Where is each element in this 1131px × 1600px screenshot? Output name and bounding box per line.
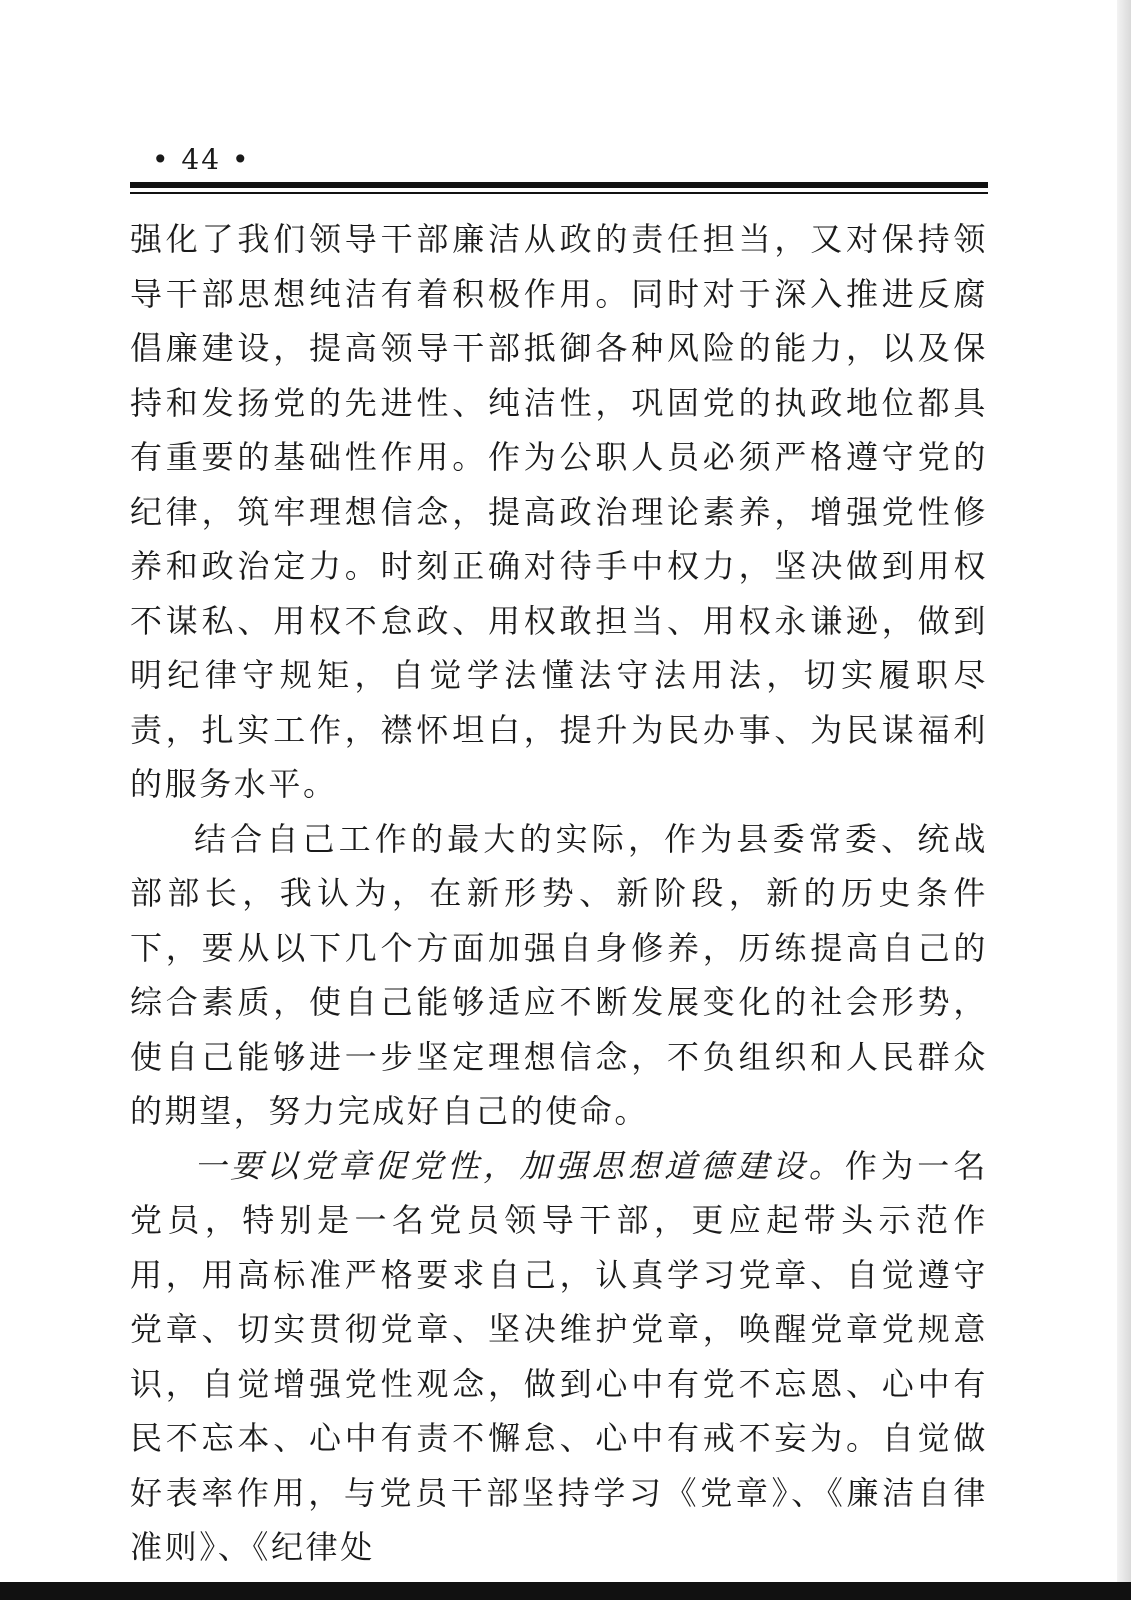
- header-rule-thick: [130, 182, 988, 188]
- page-number: • 44 •: [152, 143, 251, 176]
- paragraph-3: [130, 1139, 988, 1575]
- header-rule-thin: [130, 192, 988, 194]
- paragraph-1: [130, 212, 988, 812]
- body-text: [130, 212, 988, 1575]
- paragraph-1-text: 强化了我们领导干部廉洁从政的责任担当，又对保持领导干部思想纯洁有着积极作用。同时对于深入推进反腐倡廉建设，提高领导干部抵御各种风险的能力，以及保持和发扬党的先进性、纯洁性，巩固党的执政地位都具有重要的基础性作用。作为公职人员必须严格遵守党的纪律，筑牢理想信念，提高政治理论素养，增强党性修养和政治定力。时刻正确对待手中权力，坚决做到用权不谋私、用权不怠政、用权敢担当、用权永谦逊，做到明纪律守规矩，自觉学法懂法守法用法，切实履职尽责，扎实工作，襟怀坦白，提升为民办事、为民谋福利的服务水平。: [130, 220, 988, 803]
- page-edge: [1117, 0, 1131, 1600]
- paragraph-2-text: 结合自己工作的最大的实际，作为县委常委、统战部部长，我认为，在新形势、新阶段，新的历史条件下，要从以下几个方面加强自身修养，历练提高自己的综合素质，使自己能够适应不断发展变化的社会形势，使自己能够进一步坚定理想信念，不负组织和人民群众的期望，努力完成好自己的使命。: [130, 819, 988, 1130]
- paragraph-3-text: 作为一名党员，特别是一名党员领导干部，更应起带头示范作用，用高标准严格要求自己，认真学习党章、自觉遵守党章、切实贯彻党章、坚决维护党章，唤醒党章党规意识，自觉增强党性观念，做到心中有党不忘恩、心中有民不忘本、心中有责不懈怠、心中有戒不妄为。自觉做好表率作用，与党员干部坚持学习《党章》、《廉洁自律准则》、《纪律处: [130, 1146, 988, 1566]
- page-header: [130, 140, 988, 196]
- paragraph-2: [130, 812, 988, 1139]
- scan-bottom-edge: [0, 1582, 1131, 1600]
- paragraph-3-lead: 一要以党章促党性，加强思想道德建设。: [194, 1146, 845, 1185]
